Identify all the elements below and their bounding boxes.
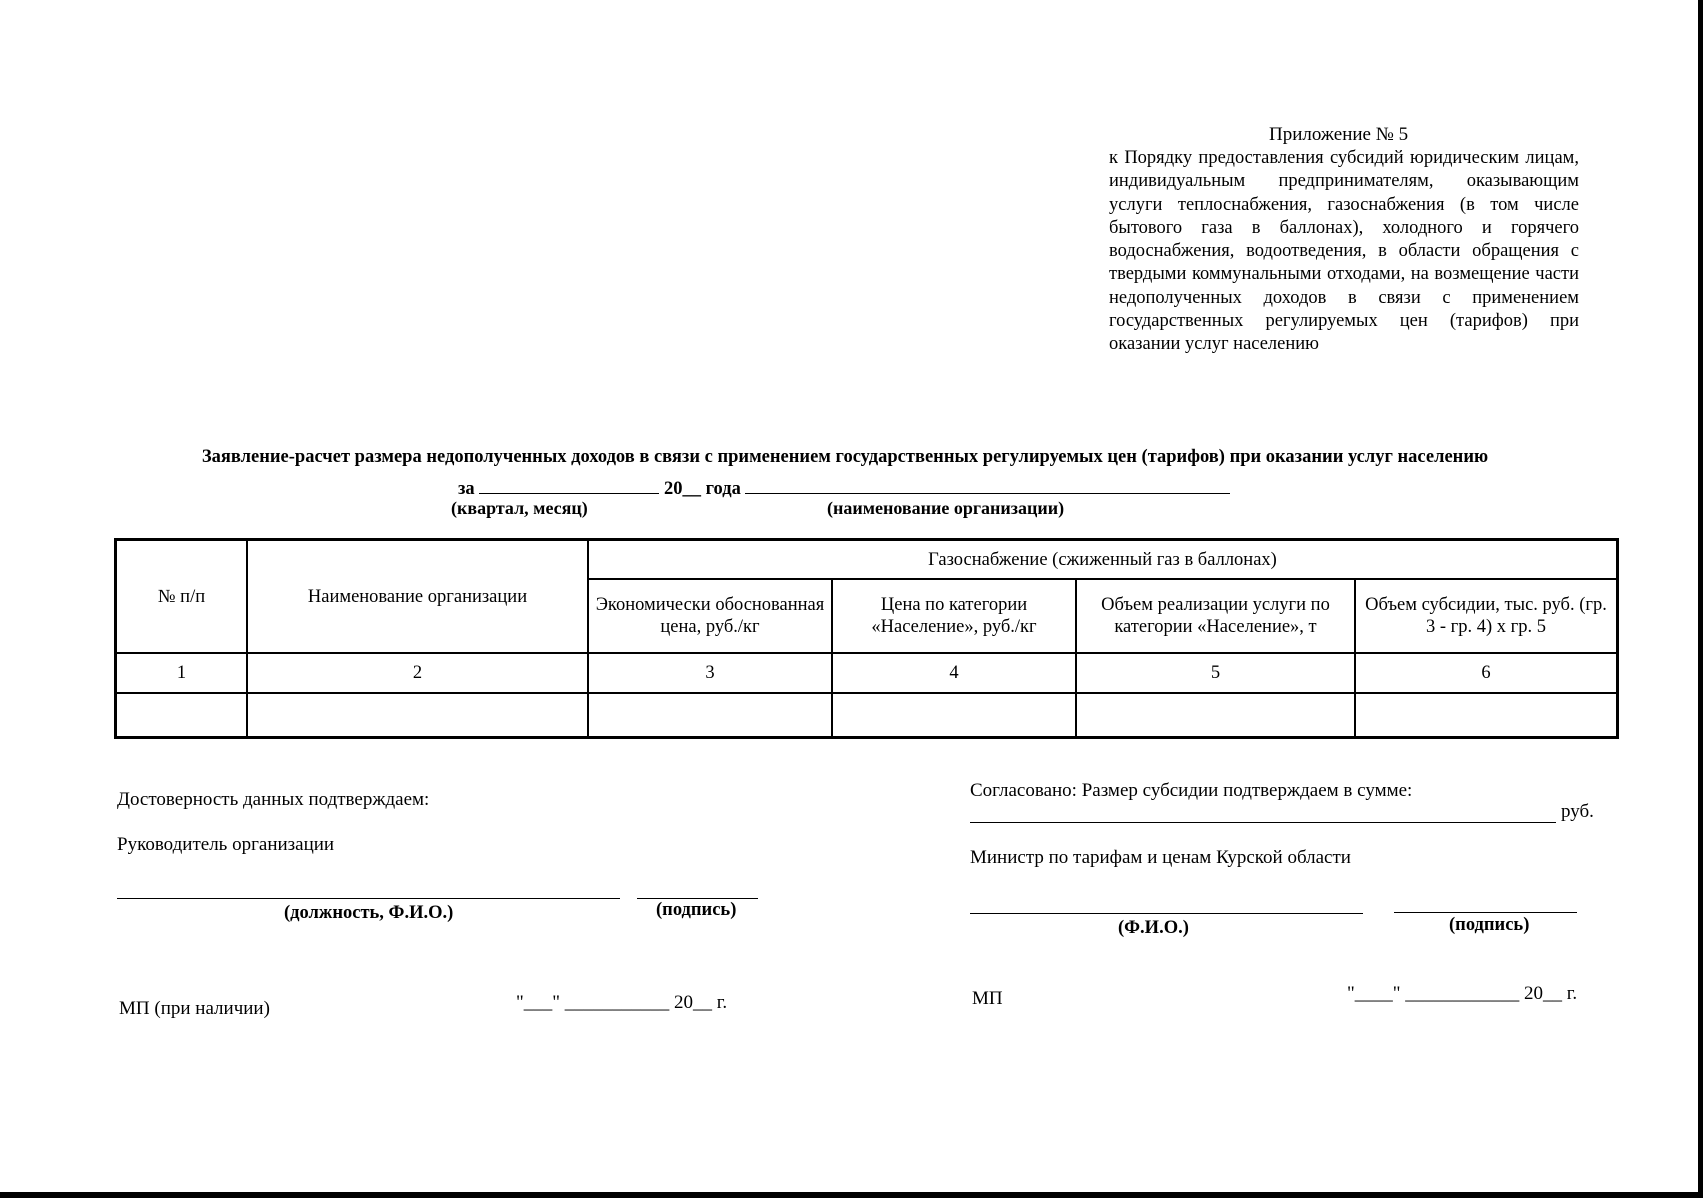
signature-line-left[interactable] <box>637 898 758 899</box>
amount-line[interactable] <box>970 822 1556 823</box>
date-right: "____" ____________ 20__ г. <box>1347 983 1578 1004</box>
appendix-text: к Порядку предоставления субсидий юридическим лицам, индивидуальным предпринимателям, оказывающим услуги теплоснабжения, газоснабжения (в том числе бытового газа в баллонах), холодного и горячего водоснабжения, водоотведения, в области обращения с твердыми коммунальными отходами, на возмещение части недополученных доходов в связи с применением государственных регулируемых цен (тарифов) при оказании услуг населению <box>1109 148 1579 355</box>
date-left: "___" ___________ 20__ г. <box>516 992 728 1013</box>
subsidy-table <box>114 538 1619 739</box>
caption-signature-right: (подпись) <box>1449 915 1530 935</box>
col-number-index: 6 <box>1355 653 1618 693</box>
hint-organization: (наименование организации) <box>827 498 1065 518</box>
position-line[interactable] <box>117 898 620 899</box>
organization-blank[interactable] <box>745 477 1230 494</box>
col-number-index: 2 <box>247 653 588 693</box>
col-organization-header: Наименование организации <box>247 540 588 654</box>
period-za: за <box>458 479 475 499</box>
table-cell-empty[interactable] <box>247 693 588 738</box>
stamp-left: МП (при наличии) <box>119 998 270 1019</box>
col-number-header: № п/п <box>116 540 248 654</box>
currency-label: руб. <box>1561 801 1594 822</box>
confirm-label: Достоверность данных подтверждаем: <box>117 789 430 810</box>
table-cell-empty[interactable] <box>588 693 832 738</box>
col-number-index: 3 <box>588 653 832 693</box>
table-cell-empty[interactable] <box>116 693 248 738</box>
col-economic-price-header: Экономически обоснованная цена, руб./кг <box>588 579 832 653</box>
caption-signature-left: (подпись) <box>656 900 737 920</box>
period-line <box>458 477 1230 500</box>
period-blank[interactable] <box>479 477 659 494</box>
col-number-index: 4 <box>832 653 1076 693</box>
col-number-index: 1 <box>116 653 248 693</box>
minister-label: Министр по тарифам и ценам Курской области <box>970 847 1351 868</box>
stamp-right: МП <box>972 988 1003 1009</box>
hint-period: (квартал, месяц) <box>451 498 588 518</box>
caption-position: (должность, Ф.И.О.) <box>284 903 454 923</box>
col-volume-header: Объем реализации услуги по категории «Население», т <box>1076 579 1355 653</box>
col-population-price-header: Цена по категории «Население», руб./кг <box>832 579 1076 653</box>
caption-name: (Ф.И.О.) <box>1118 918 1189 938</box>
period-year: 20__ <box>663 479 701 499</box>
table-cell-empty[interactable] <box>1076 693 1355 738</box>
document-title: Заявление-расчет размера недополученных доходов в связи с применением государственных регулируемых цен (тарифов) при оказании услуг населению <box>201 447 1489 467</box>
appendix-title: Приложение № 5 <box>1269 124 1409 145</box>
table-cell-empty[interactable] <box>832 693 1076 738</box>
signature-line-right[interactable] <box>1394 912 1577 913</box>
name-line[interactable] <box>970 913 1363 914</box>
table-cell-empty[interactable] <box>1355 693 1618 738</box>
col-number-index: 5 <box>1076 653 1355 693</box>
period-year-word: года <box>705 479 741 499</box>
col-subsidy-header: Объем субсидии, тыс. руб. (гр. 3 - гр. 4) х гр. 5 <box>1355 579 1618 653</box>
group-header: Газоснабжение (сжиженный газ в баллонах) <box>588 540 1618 580</box>
head-label: Руководитель организации <box>117 834 335 855</box>
agreed-label: Согласовано: Размер субсидии подтверждаем в сумме: <box>970 780 1413 801</box>
